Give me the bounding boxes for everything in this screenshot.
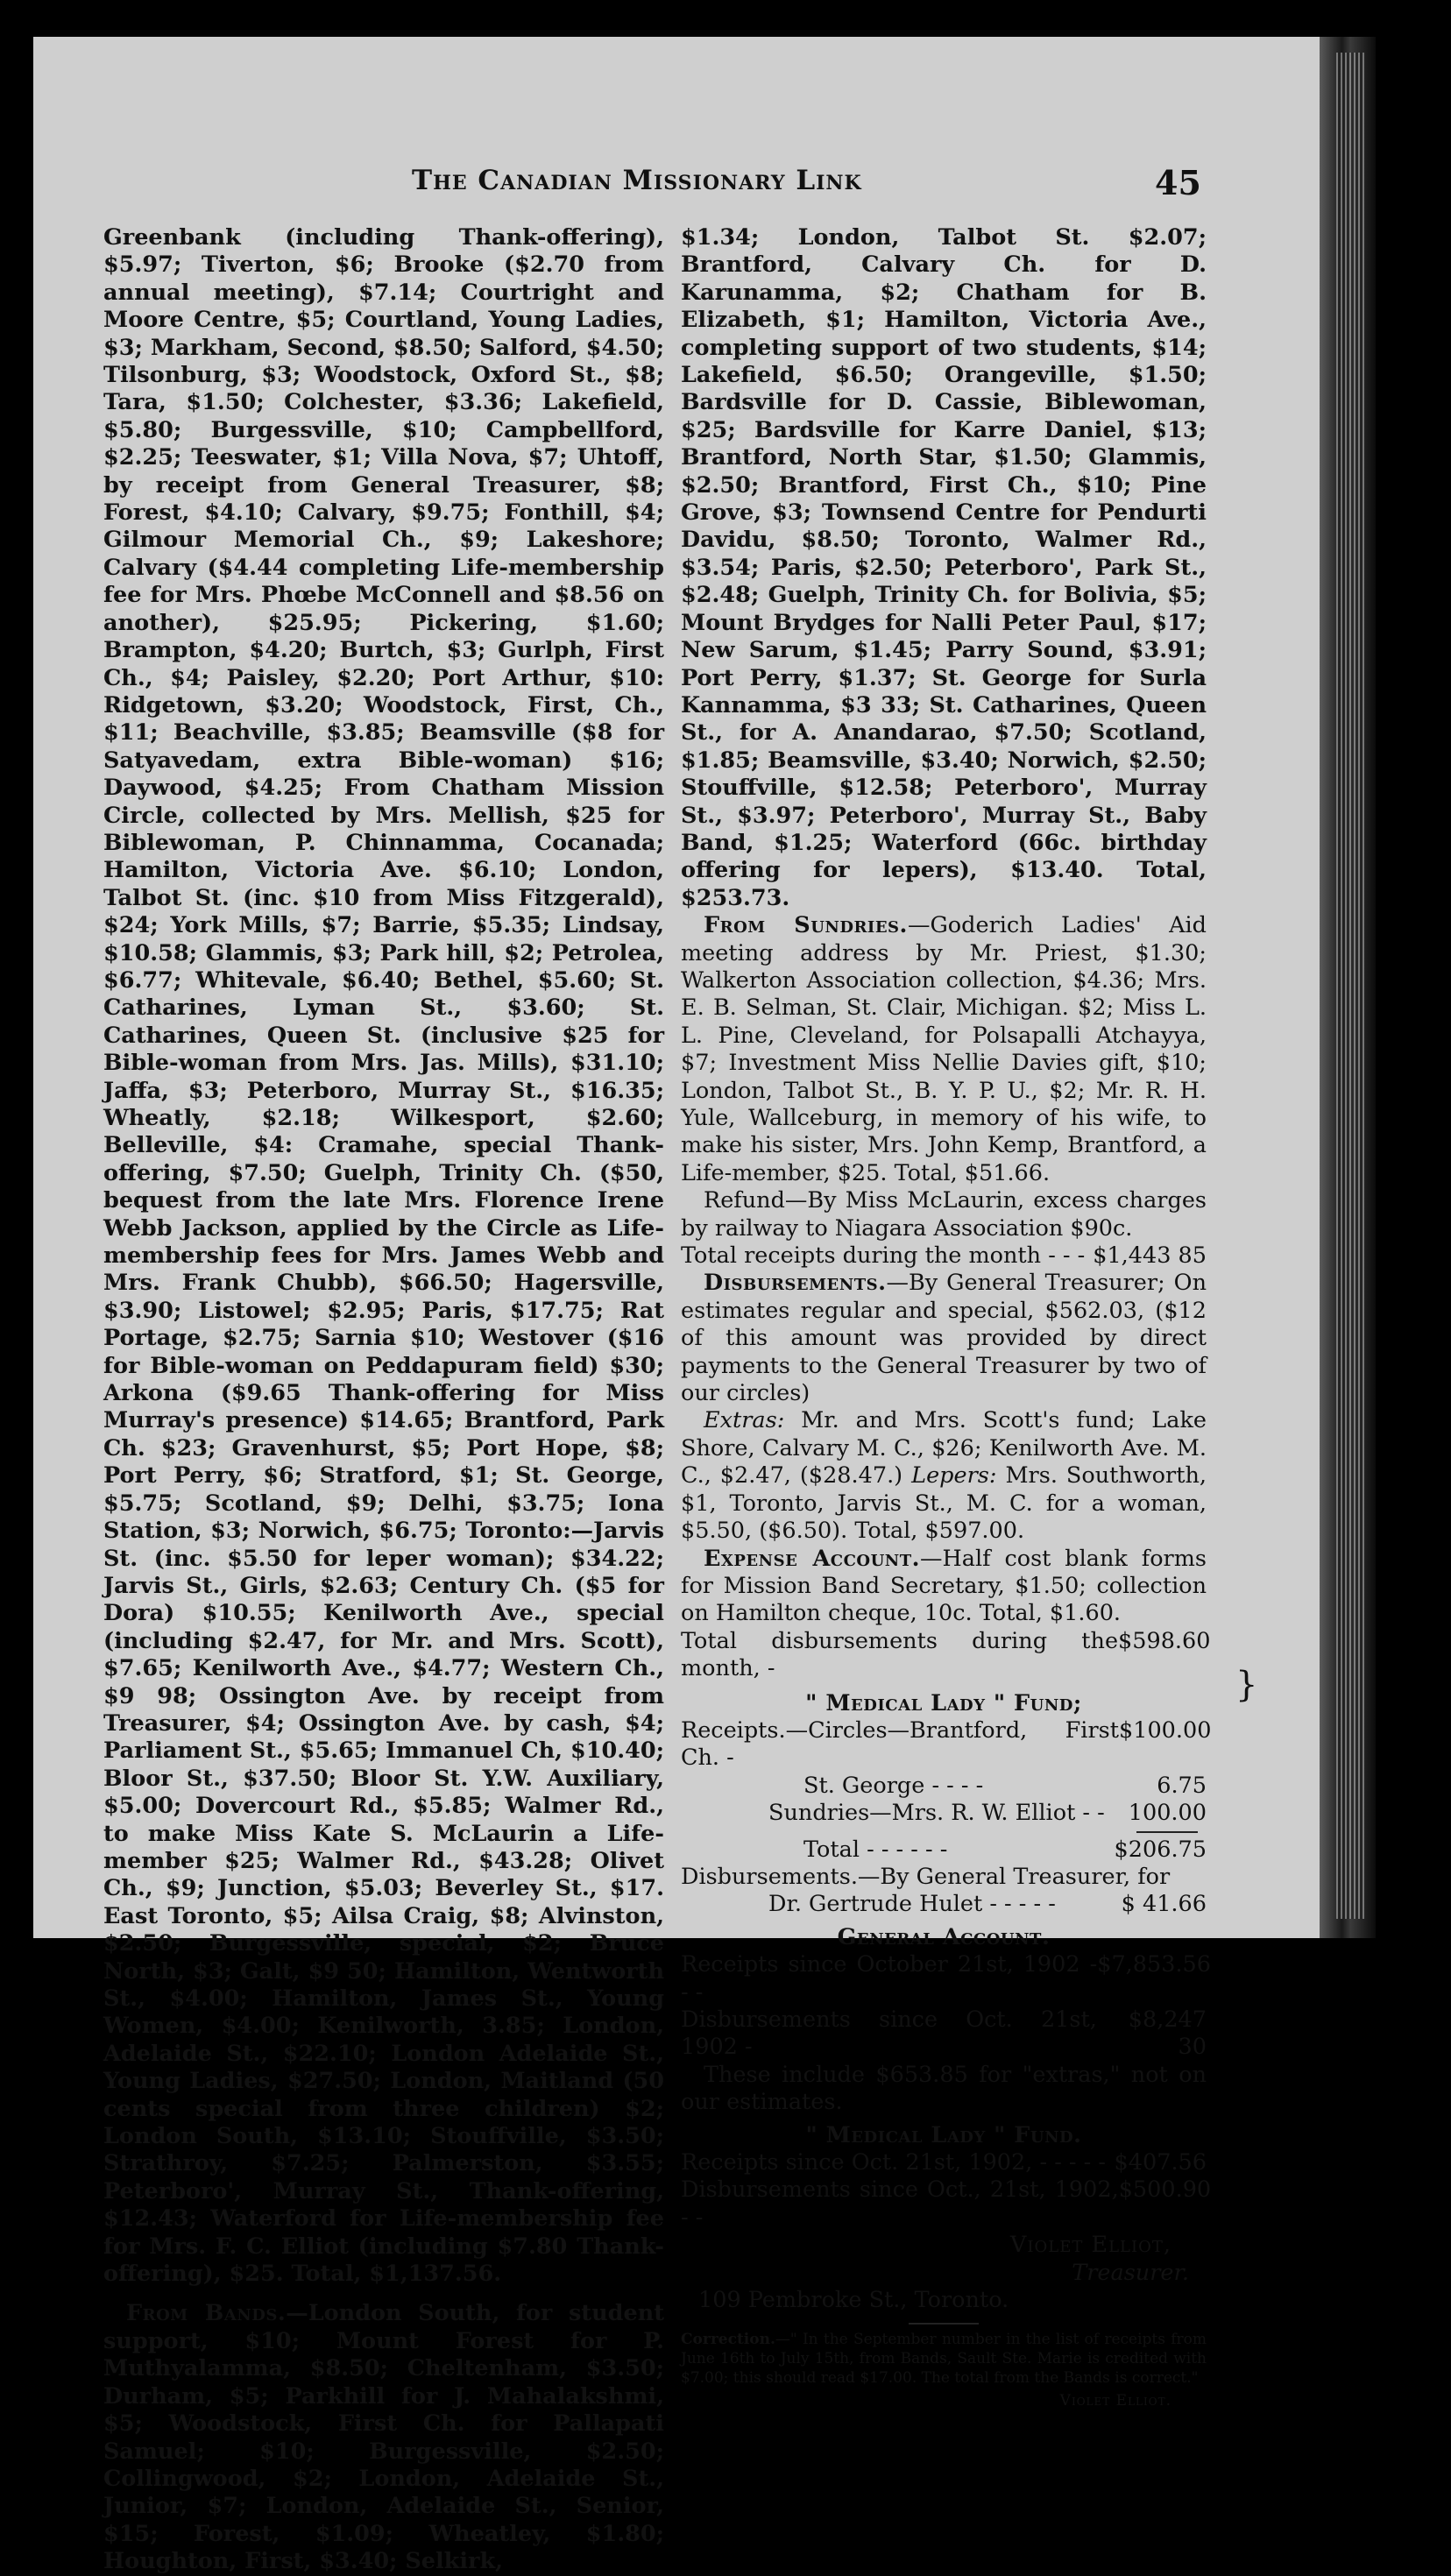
ga-disbursements-label: Disbursements since Oct. 21st, 1902 - bbox=[681, 2006, 1097, 2061]
ml2-receipts-label: Receipts since Oct. 21st, 1902, - - - - - bbox=[681, 2149, 1106, 2176]
bands-continued: $1.34; London, Talbot St. $2.07; Brantford, Calvary Ch. for D. Karunamma, $2; Chatham for B. Elizabeth, $1; Hamilton, Victoria Ave., completing support of two students, $14; Lakefield, $6.50; Orangeville, $1.50; Bardsville for D. Cassie, Biblewoman, $25; Bardsville for Karre Daniel, $13; Brantford, North Star, $1.50; Glammis, $2.50; Brantford, First Ch., $10; Pine Grove, $3; Townsend Centre for Pendurti Davidu, $8.50; Toronto, Walmer Rd., $3.54; Paris, $2.50; Peterboro', Park St., $2.48; Guelph, Trinity Ch. for Bolivia, $5; Mount Brydges for Nalli Peter Paul, $17; New Sarum, $1.45; Parry Sound, $3.91; Port Perry, $1.37; St. George for Surla Kannamma, $3 33; St. Catharines, Queen St., for A. Anandarao, $7.50; Scotland, $1.85; Beamsville, $3.40; Norwich, $2.50; Stouffville, $12.58; Peterboro', Murray St., $3.97; Peterboro', Murray St., Baby Band, $1.25; Waterford (66c. birthday offering for lepers), $13.40. Total, $253.73. bbox=[681, 224, 1207, 911]
ml2-receipts-row bbox=[681, 2149, 1207, 2176]
ga-receipts-label: Receipts since October 21st, 1902 - - - bbox=[681, 1951, 1098, 2006]
expense-heading: Expense Account. bbox=[704, 1545, 921, 1572]
expense-paragraph bbox=[681, 1546, 1207, 1628]
ml-row-value: 100.00 bbox=[1128, 1800, 1207, 1827]
treasurer-address: 109 Pembroke St., Toronto. bbox=[698, 2287, 1009, 2314]
extras-text: Mr. and Mrs. Scott's fund; Lake Shore, Calvary M. C., $26; Kenilworth Ave. M. C., $2.47, ($28.47.) bbox=[681, 1407, 1207, 1490]
correction-heading: Correction. bbox=[681, 2331, 775, 2349]
extras-heading: Extras: bbox=[704, 1407, 785, 1434]
signature-title: Treasurer. bbox=[1072, 2259, 1189, 2286]
from-bands-text: —London South, for student support, $10; Mount Forest for P. Muthyalamma, $8.50; Cheltenham, $3.50; Durham, $5; Parkhill for J. Mahalakshmi, $5; Woodstock, First Ch. for Pallapati Samuel; $10; Burgessville, $2.50; Collingwood, $2; London, Adelaide St., Junior, $7; London, Adelaide St., Senior, $15; Forest, $1.09; Wheatley, $1.80; Houghton, First, $3.40; Selkirk, bbox=[103, 2300, 664, 2575]
medical-lady-fund-heading-2: " Medical Lady " Fund. bbox=[805, 2121, 1082, 2148]
from-sundries-paragraph bbox=[681, 912, 1207, 1187]
signature-name: Violet Elliot, bbox=[1010, 2232, 1171, 2259]
from-sundries-heading: From Sundries. bbox=[704, 912, 908, 939]
ml-disbursements-row bbox=[681, 1891, 1207, 1918]
ga-receipts-value: $7,853.56 bbox=[1097, 1951, 1211, 1978]
page-edges bbox=[1336, 53, 1366, 1919]
ml2-disbursements-label: Disbursements since Oct., 21st, 1902, - - bbox=[681, 2176, 1119, 2231]
ml-row-value: 6.75 bbox=[1157, 1772, 1207, 1799]
divider-rule bbox=[1136, 1831, 1198, 1833]
general-account-heading: General Account. bbox=[837, 1923, 1051, 1950]
ml-row-sundries bbox=[681, 1800, 1207, 1827]
lepers-text: Mrs. Southworth, $1, Toronto, Jarvis St., M. C. for a woman, $5.50, ($6.50). Total, $597.00. bbox=[681, 1462, 1207, 1545]
refund-paragraph: Refund—By Miss McLaurin, excess charges by railway to Niagara Association $90c. bbox=[681, 1187, 1207, 1242]
total-disbursements-value: $598.60 bbox=[1118, 1627, 1211, 1654]
ml2-receipts-value: $407.56 bbox=[1114, 2149, 1207, 2176]
from-bands-heading: From Bands. bbox=[126, 2300, 287, 2327]
ml-row-st-george bbox=[681, 1773, 1207, 1800]
ml-row-label: Receipts.—Circles—Brantford, First Ch. - bbox=[681, 1716, 1119, 1772]
total-disbursements-row bbox=[681, 1627, 1211, 1683]
margin-bracket-mark: } bbox=[1235, 1665, 1258, 1705]
correction-text: —" In the September number in the list of receipts from June 16th to July 15th, from Bands, Sault Ste. Marie is credited with $7.00; this should read $17.00. The total from the Bands is correct." bbox=[681, 2331, 1207, 2388]
ml-row-brantford bbox=[681, 1716, 1212, 1773]
left-column bbox=[103, 224, 664, 2576]
total-receipts-label: Total receipts during the month - - - bbox=[681, 1242, 1086, 1270]
correction-note bbox=[681, 2330, 1207, 2388]
disbursements-text: —By General Treasurer; On estimates regular and special, $562.03, ($12 of this amount was provided by direct payments to the General Treasurer by two of our circles) bbox=[681, 1270, 1207, 1407]
from-sundries-text: —Goderich Ladies' Aid meeting address by Mr. Priest, $1.30; Walkerton Association collection, $4.36; Mrs. E. B. Selman, St. Clair, Michigan. $2; Miss L. L. Pine, Cleveland, for Polsapalli Atchayya, $7; Investment Miss Nellie Davies gift, $10; London, Talbot St., B. Y. P. U., $2; Mr. R. H. Yule, Wallceburg, in memory of his wife, to make his sister, Mrs. John Kemp, Brantford, a Life-member, $25. Total, $51.66. bbox=[681, 912, 1207, 1186]
ml-disbursements-value: $ 41.66 bbox=[1121, 1891, 1207, 1918]
right-column bbox=[681, 224, 1212, 2410]
ml2-disbursements-value: $500.90 bbox=[1118, 2176, 1212, 2204]
ml-row-label: Sundries—Mrs. R. W. Elliot - - bbox=[768, 1800, 1105, 1827]
ml-disbursements-line: Disbursements.—By General Treasurer, for bbox=[681, 1863, 1171, 1890]
ga-receipts-row bbox=[681, 1951, 1211, 2006]
ml-disbursements-label: Dr. Gertrude Hulet - - - - - bbox=[768, 1891, 1056, 1918]
ml-row-value: $100.00 bbox=[1119, 1716, 1212, 1744]
ml2-disbursements-row bbox=[681, 2176, 1212, 2232]
ml-total-label: Total - - - - - - bbox=[803, 1836, 948, 1863]
extras-paragraph bbox=[681, 1407, 1207, 1545]
total-receipts-value: $1,443 85 bbox=[1093, 1242, 1207, 1270]
lepers-heading: Lepers: bbox=[911, 1462, 997, 1490]
ml-total-row bbox=[681, 1836, 1207, 1864]
divider-rule bbox=[909, 2323, 979, 2325]
medical-lady-fund-heading: " Medical Lady " Fund; bbox=[805, 1689, 1082, 1716]
ga-disbursements-value: $8,247 30 bbox=[1128, 2006, 1207, 2061]
expense-text: —Half cost blank forms for Mission Band Secretary, $1.50; collection on Hamilton cheque, 10c. Total, $1.60. bbox=[681, 1545, 1207, 1627]
from-bands-paragraph bbox=[103, 2300, 664, 2575]
page-number: 45 bbox=[1155, 163, 1201, 202]
disbursements-paragraph bbox=[681, 1270, 1207, 1407]
running-title: The Canadian Missionary Link bbox=[412, 165, 862, 196]
ml-row-label: St. George - - - - bbox=[803, 1772, 984, 1799]
ga-note: These include $653.85 for "extras," not on our estimates. bbox=[681, 2061, 1207, 2116]
disbursements-heading: Disbursements. bbox=[704, 1270, 887, 1297]
ga-disbursements-row bbox=[681, 2006, 1207, 2062]
total-receipts-row bbox=[681, 1242, 1207, 1270]
receipts-from-circles: Greenbank (including Thank-offering), $5.97; Tiverton, $6; Brooke ($2.70 from annual meeting), $7.14; Courtright and Moore Centre, $5; Courtland, Young Ladies, $3; Markham, Second, $8.50; Salford, $4.50; Tilsonburg, $3; Woodstock, Oxford St., $8; Tara, $1.50; Colchester, $3.36; Lakefield, $5.80; Burgessville, $10; Campbellford, $2.25; Teeswater, $1; Villa Nova, $7; Uhtoff, by receipt from General Treasurer, $8; Forest, $4.10; Calvary, $9.75; Fonthill, $4; Gilmour Memorial Ch., $9; Lakeshore; Calvary ($4.44 completing Life-membership fee for Mrs. Phœbe McConnell and $8.56 on another), $25.95; Pickering, $1.60; Brampton, $4.20; Burtch, $3; Gurlph, First Ch., $4; Paisley, $2.20; Port Arthur, $10: Ridgetown, $3.20; Woodstock, First, Ch., $11; Beachville, $3.85; Beamsville ($8 for Satyavedam, extra Bible-woman) $16; Daywood, $4.25; From Chatham Mission Circle, collected by Mrs. Mellish, $25 for Biblewoman, P. Chinnamma, Cocanada; Hamilton, Victoria Ave. $6.10; London, Talbot St. (inc. $10 from Miss Fitzgerald), $24; York Mills, $7; Barrie, $5.35; Lindsay, $10.58; Glammis, $3; Park hill, $2; Petrolea, $6.77; Whitevale, $6.40; Bethel, $5.60; St. Catharines, Lyman St., $3.60; St. Catharines, Queen St. (inclusive $25 for Bible-woman from Mrs. Jas. Mills), $31.10; Jaffa, $3; Peterboro, Murray St., $16.35; Wheatly, $2.18; Wilkesport, $2.60; Belleville, $4: Cramahe, special Thank-offering, $7.50; Guelph, Trinity Ch. ($50, bequest from the late Mrs. Florence Irene Webb Jackson, applied by the Circle as Life-membership fees for Mrs. James Webb and Mrs. Frank Chubb), $66.50; Hagersville, $3.90; Listowel; $2.95; Paris, $17.75; Rat Portage, $2.75; Sarnia $10; Westover ($16 for Bible-woman on Peddapuram field) $30; Arkona ($9.65 Thank-offering for Miss Murray's presence) $14.65; Brantford, Park Ch. $23; Gravenhurst, $5; Port Hope, $8; Port Perry, $6; Stratford, $1; St. George, $5.75; Scotland, $9; Delhi, $3.75; Iona Station, $3; Norwich, $6.75; Toronto:—Jarvis St. (inc. $5.50 for leper woman); $34.22; Jarvis St., Girls, $2.63; Century Ch. ($5 for Dora) $10.55; Kenilworth Ave., special (including $2.47, for Mr. and Mrs. Scott), $7.65; Kenilworth Ave., $4.77; Western Ch., $9 98; Ossington Ave. by receipt from Treasurer, $4; Ossington Ave. by cash, $4; Parliament St., $5.65; Immanuel Ch, $10.40; Bloor St., $37.50; Bloor St. Y.W. Auxiliary, $5.00; Dovercourt Rd., $5.85; Walmer Rd., to make Miss Kate S. McLaurin a Life-member $25; Walmer Rd., $43.28; Olivet Ch., $9; Junction, $5.03; Beverley St., $17. East Toronto, $5; Ailsa Craig, $8; Alvinston, $2.50; Burgessville, special, $2; Bruce North, $3; Galt, $9 50; Hamilton, Wentworth St., $4.00; Hamilton, James St., Young Women, $4.00; Kenilworth, 3.85; London, Adelaide St., $22.10; London Adelaide St., Young Ladies, $27.50; London, Maitland (50 cents special from three children) $2; London South, $13.10; Stouffville, $3.50; Strathroy, $7.25; Palmerston, $3.55; Peterboro', Murray St., Thank-offering, $12.43; Waterford for Life-membership fee for Mrs. F. C. Elliot (including $7.80 Thank-offering), $25. Total, $1,137.56. bbox=[103, 224, 664, 2288]
total-disbursements-label: Total disbursements during the month, - bbox=[681, 1627, 1119, 1682]
correction-signature: Violet Elliot. bbox=[1059, 2392, 1171, 2410]
ml-total-value: $206.75 bbox=[1114, 1836, 1207, 1863]
